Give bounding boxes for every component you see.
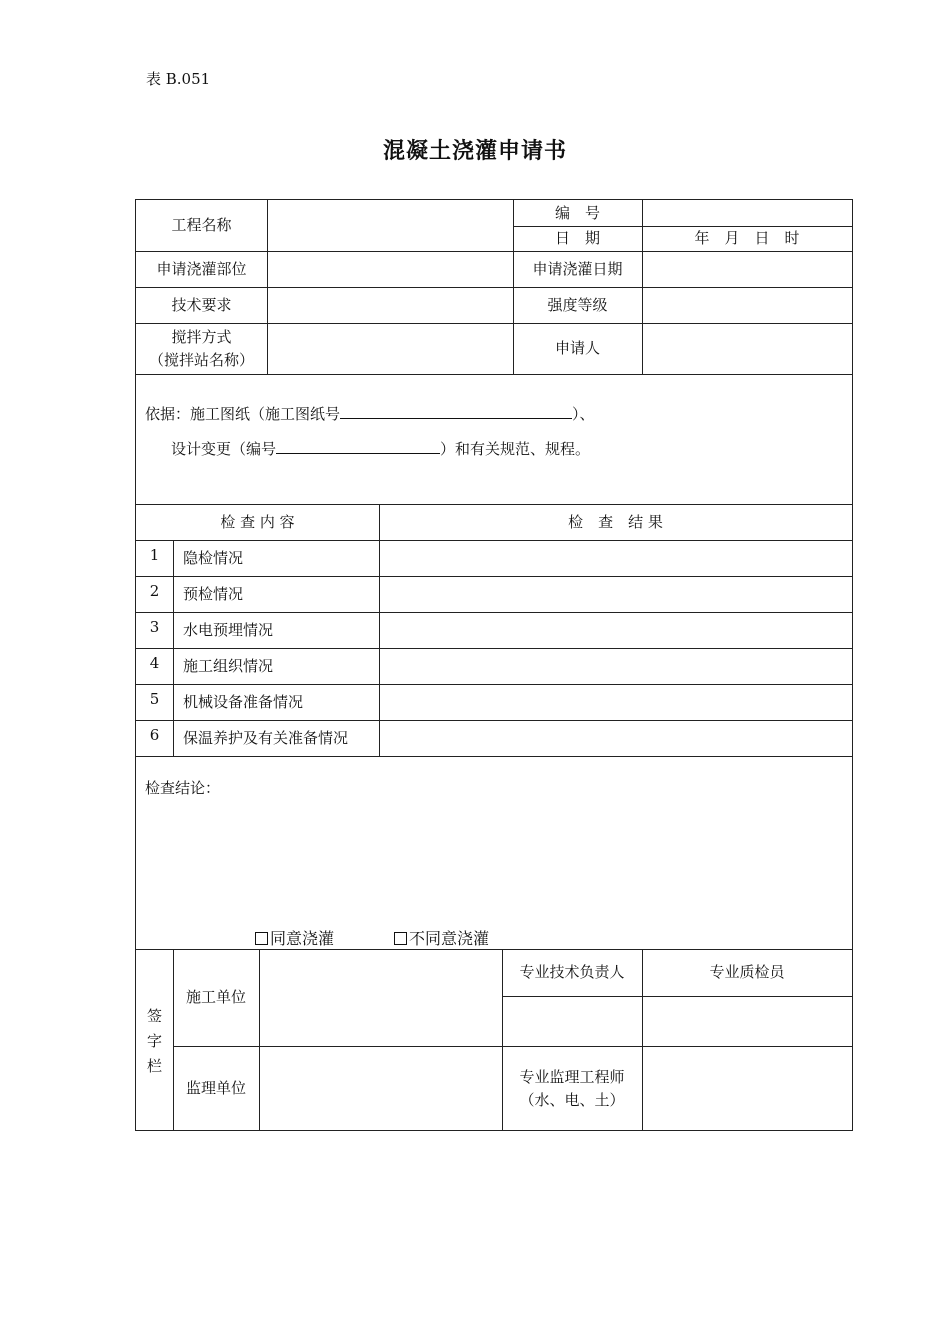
pour-location-label: 申请浇灌部位 xyxy=(156,259,247,278)
strength-grade-label: 强度等级 xyxy=(547,295,608,314)
date-label: 日 期 xyxy=(554,229,600,247)
tech-lead-label: 专业技术负责人 xyxy=(519,963,625,981)
basis-line-1 xyxy=(145,403,595,424)
divider xyxy=(136,374,852,375)
check-item-label: 机械设备准备情况 xyxy=(183,692,304,711)
construction-unit-label: 施工单位 xyxy=(185,988,246,1006)
basis-drawing-suffix: ）、 xyxy=(572,405,595,423)
mix-method-line2: （搅拌站名称） xyxy=(148,350,254,369)
mix-method-line1: 搅拌方式 xyxy=(171,327,232,346)
disagree-option[interactable] xyxy=(394,926,489,949)
check-result-header: 检 查 结 果 xyxy=(568,512,663,531)
basis-change-prefix: 设计变更（编号 xyxy=(171,440,277,458)
check-item-number: 4 xyxy=(149,654,160,672)
basis-line-2 xyxy=(171,438,590,459)
divider xyxy=(379,504,380,757)
basis-change-suffix: ）和有关规范、规程。 xyxy=(440,440,591,458)
supervision-unit-label: 监理单位 xyxy=(185,1079,246,1097)
drawing-number-blank[interactable] xyxy=(340,404,572,419)
pour-date-label: 申请浇灌日期 xyxy=(532,259,623,278)
divider xyxy=(502,996,852,997)
signature-section-label xyxy=(136,950,173,1132)
applicant-label: 申请人 xyxy=(554,339,600,357)
check-item-number: 3 xyxy=(149,618,160,636)
change-number-blank[interactable] xyxy=(276,439,440,454)
engineer-line1: 专业监理工程师 xyxy=(519,1067,625,1086)
tech-requirement-label: 技术要求 xyxy=(171,295,232,314)
qc-inspector-label: 专业质检员 xyxy=(709,963,785,981)
check-item-label: 隐检情况 xyxy=(183,548,244,567)
checkbox-icon[interactable] xyxy=(394,932,407,945)
check-item-number: 2 xyxy=(149,582,160,600)
mix-method-label xyxy=(136,323,267,374)
table-number: 表 B.051 xyxy=(146,70,211,88)
date-format: 年 月 日 时 xyxy=(694,229,800,247)
agree-label: 同意浇灌 xyxy=(270,929,335,948)
signature-char: 栏 xyxy=(146,1056,162,1075)
check-item-label: 水电预埋情况 xyxy=(183,620,274,639)
check-item-number: 1 xyxy=(149,546,160,564)
engineer-line2: （水、电、土） xyxy=(519,1090,625,1109)
form-title: 混凝土浇灌申请书 xyxy=(382,138,567,164)
basis-drawing-prefix: 依据：施工图纸（施工图纸号 xyxy=(145,405,341,423)
conclusion-label: 检查结论： xyxy=(145,779,221,797)
agree-option[interactable] xyxy=(255,926,334,949)
check-item-label: 施工组织情况 xyxy=(183,656,274,675)
check-content-header: 检 查 内 容 xyxy=(220,512,295,531)
supervising-engineer-label xyxy=(502,1046,642,1131)
check-item-label: 预检情况 xyxy=(183,584,244,603)
divider xyxy=(267,200,268,374)
divider xyxy=(136,756,852,757)
signature-char: 签 xyxy=(146,1006,162,1025)
check-item-number: 5 xyxy=(149,690,160,708)
pour-application-form xyxy=(135,199,853,1131)
divider xyxy=(259,949,260,1131)
checkbox-icon[interactable] xyxy=(255,932,268,945)
signature-char: 字 xyxy=(146,1031,162,1050)
disagree-label: 不同意浇灌 xyxy=(409,929,490,948)
number-label: 编 号 xyxy=(554,203,600,222)
project-name-label: 工程名称 xyxy=(171,216,232,234)
check-item-number: 6 xyxy=(149,726,160,744)
check-item-label: 保温养护及有关准备情况 xyxy=(183,728,349,747)
